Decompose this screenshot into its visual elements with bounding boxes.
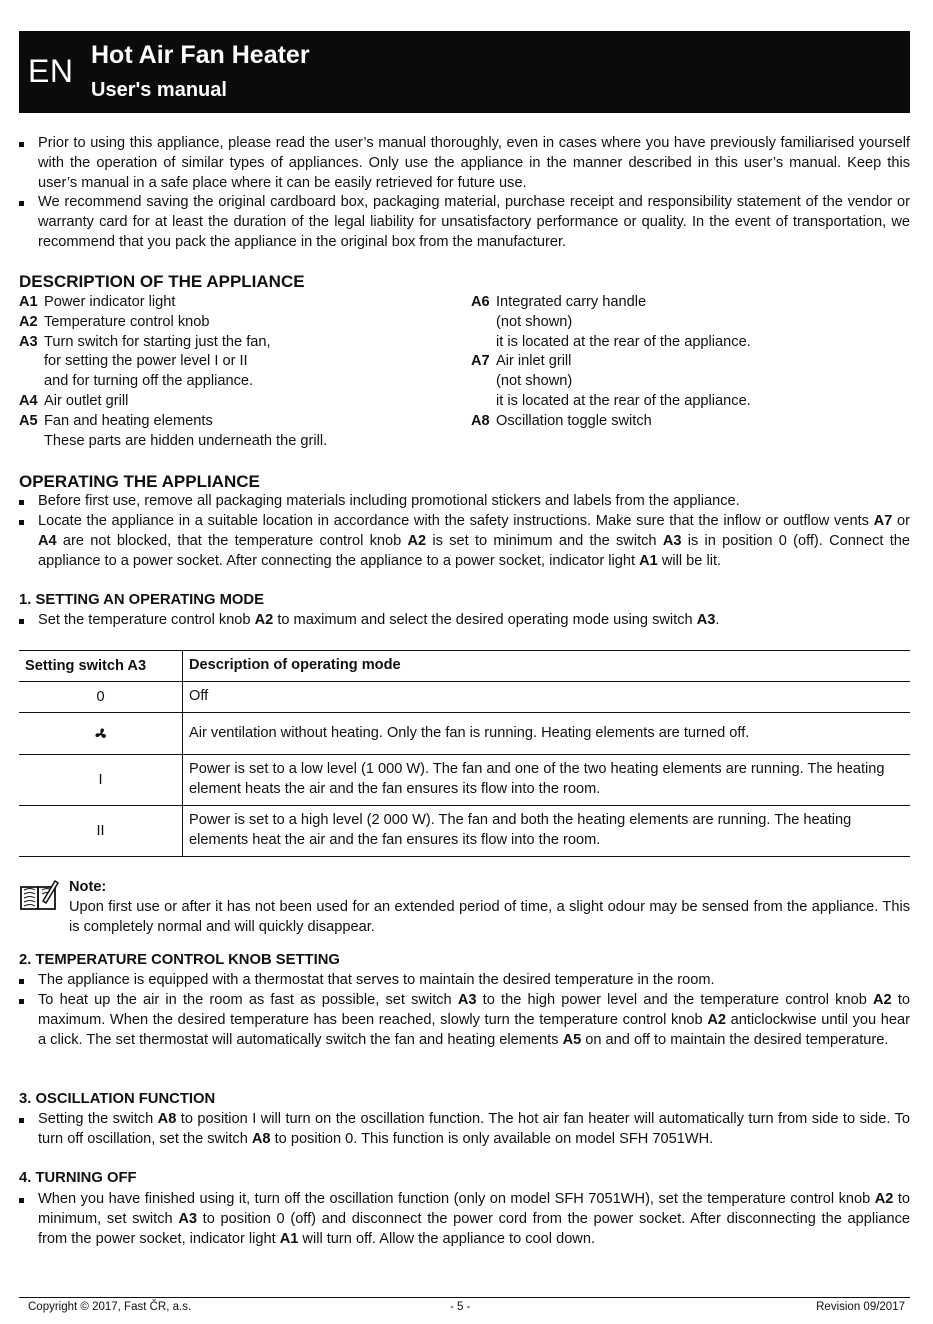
operating-heading: OPERATING THE APPLIANCE [19,472,260,491]
footer-page-number: - 5 - [450,1301,471,1313]
table-row [19,755,910,806]
table-header-setting: Setting switch A3 [19,651,183,682]
bullet-marker [19,979,24,984]
bullet-marker [19,619,24,624]
table-row [19,806,910,857]
mode-description: Power is set to a low level (1 000 W). The fan and one of the two heating elements are running. The heating element heats the air and the fan ensures its flow into the room. [183,755,911,806]
desc-item-a6: A6 Integrated carry handle (not shown) it is located at the rear of the appliance. [471,294,751,350]
temperature-bullet-2: To heat up the air in the room as fast as possible, set switch A3 to the high power level and the temperature control knob A2 to maximum. When the desired temperature has been reached, slowly turn the temperature control knob A2 anticlockwise until you hear a click. The set thermostat will automatically switch the fan and heating elements A5 on and off to maintain the desired temperature. [19,991,910,1050]
mode-bullet-1: Set the temperature control knob A2 to maximum and select the desired operating mode using switch A3. [19,611,910,631]
intro-bullet-1 [19,134,910,193]
bullet-marker [19,520,24,525]
mode-description: Air ventilation without heating. Only the fan is running. Heating elements are turned off. [183,713,911,755]
temperature-bullet-1: The appliance is equipped with a thermostat that serves to maintain the desired temperature in the room. [19,971,910,991]
mode-description: Power is set to a high level (2 000 W). The fan and both the heating elements are running. The heating elements heat the air and the fan ensures its flow into the room. [183,806,911,857]
desc-item-a4: A4 Air outlet grill [19,392,129,409]
turning-off-bullet-1: When you have finished using it, turn off the oscillation function (only on model SFH 7051WH), set the temperature control knob A2 to minimum, set switch A3 to position 0 (off) and disconnect the power cord from the power socket. After disconnecting the appliance from the power socket, indicator light A1 will turn off. Allow the appliance to cool down. [19,1190,910,1249]
bullet-marker [19,201,24,206]
turning-off-heading: 4. TURNING OFF [19,1170,137,1186]
table-row [19,682,910,713]
operating-bullet-1: Before first use, remove all packaging materials including promotional stickers and labels from the appliance. [19,492,910,512]
description-heading: DESCRIPTION OF THE APPLIANCE [19,272,305,291]
intro-text-1: Prior to using this appliance, please read the user’s manual thoroughly, even in cases where you have previously familiarised yourself with the operation of similar types of appliances. Only use the appliance in the manner described in this user’s manual. Keep this user’s manual in a safe place where it can be easily retrieved for future use. [38,135,910,191]
desc-item-a7: A7 Air inlet grill (not shown) it is located at the rear of the appliance. [471,353,751,409]
footer-divider [19,1297,910,1298]
operating-bullet-2: Locate the appliance in a suitable location in accordance with the safety instructions. Make sure that the inflow or outflow vents A7 or A4 are not blocked, that the temperature control knob A2 is set to minimum and the switch A3 is in position 0 (off). Connect the appliance to a power socket. After connecting the appliance to a power socket, indicator light A1 will be lit. [19,512,910,571]
setting-value: 0 [19,682,183,713]
mode-description: Off [183,682,911,713]
table-header-description: Description of operating mode [183,651,911,682]
note-text: Upon first use or after it has not been used for an extended period of time, a slight odour may be sensed from the appliance. This is completely normal and will quickly disappear. [69,899,910,935]
table-row [19,713,910,755]
description-list-right [471,293,901,432]
footer-revision: Revision 09/2017 [816,1301,905,1313]
bullet-marker [19,142,24,147]
desc-item-a1: A1 Power indicator light [19,294,176,310]
footer-copyright: Copyright © 2017, Fast ČR, a.s. [28,1301,192,1313]
mode-heading: 1. SETTING AN OPERATING MODE [19,592,264,608]
note-book-icon [19,879,59,913]
intro-bullet-2 [19,193,910,252]
setting-value: I [19,755,183,806]
bullet-marker [19,1198,24,1203]
description-list-left [19,293,449,451]
desc-item-a8: A8 Oscillation toggle switch [471,412,652,429]
desc-item-a2: A2 Temperature control knob [19,313,210,330]
header-bar [19,31,910,113]
desc-item-a5: A5 Fan and heating elements These parts are hidden underneath the grill. [19,412,328,449]
language-code: EN [28,53,74,89]
operating-mode-table [19,650,910,857]
oscillation-bullet-1: Setting the switch A8 to position I will turn on the oscillation function. The hot air fan heater will automatically turn from side to side. To turn off oscillation, set the switch A8 to position 0. This function is only available on model SFH 7051WH. [19,1110,910,1150]
document-title: Hot Air Fan Heater [91,41,310,69]
document-subtitle: User's manual [91,79,227,101]
table-header-row [19,651,910,682]
fan-icon [92,725,110,743]
intro-text-2: We recommend saving the original cardboard box, packaging material, purchase receipt and responsibility statement of the vendor or warranty card for at least the duration of the legal liability for unsatisfactory performance or quality. In the event of transportation, we recommend that you pack the appliance in the original box from the manufacturer. [38,194,910,250]
desc-item-a3: A3 Turn switch for starting just the fan, for setting the power level I or II and for turning off the appliance. [19,333,271,390]
note-title: Note: [69,879,107,895]
temperature-heading: 2. TEMPERATURE CONTROL KNOB SETTING [19,952,340,968]
setting-value: II [19,806,183,857]
bullet-marker [19,1118,24,1123]
bullet-marker [19,500,24,505]
bullet-marker [19,999,24,1004]
oscillation-heading: 3. OSCILLATION FUNCTION [19,1091,216,1107]
